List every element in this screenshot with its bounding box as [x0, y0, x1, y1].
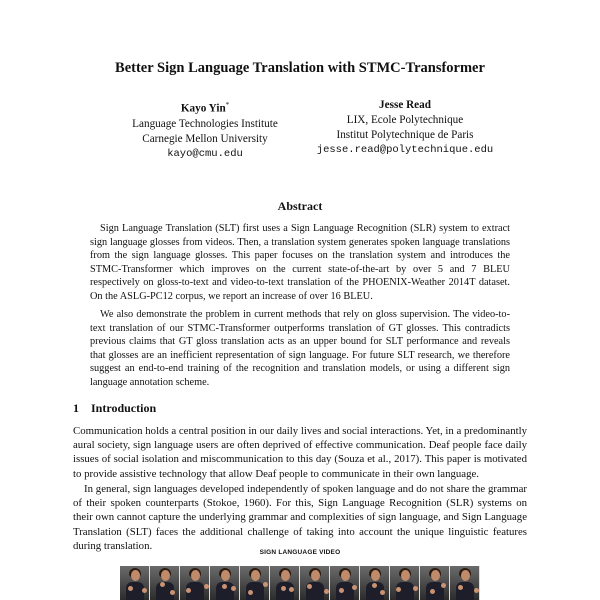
- video-frame: [300, 566, 330, 600]
- author-affiliation: Language Technologies Institute: [132, 117, 278, 130]
- author-block-1: [105, 98, 305, 162]
- author-email: kayo@cmu.edu: [167, 147, 243, 160]
- author-affiliation: Institut Polytechnique de Paris: [336, 129, 474, 141]
- sign-video-frames: [120, 566, 480, 600]
- author-email: jesse.read@polytechnique.edu: [316, 144, 494, 156]
- body-paragraph: In general, sign languages developed independently of spoken language and do not share the grammar of their spoken counterparts (Stokoe, 1960). For this, Sign Language Recognition (SLR) systems on their own cannot capture the underlying grammar and complexities of sign language, and Sign Language Translation (SLT) faces the additional challenge of taking into account the unique linguistic features during translation.: [73, 483, 527, 552]
- video-frame: [180, 566, 210, 600]
- video-frame: [270, 566, 300, 600]
- video-frame: [360, 566, 390, 600]
- video-frame: [420, 566, 450, 600]
- abstract-paragraph: We also demonstrate the problem in current methods that rely on gloss supervision. The video-to-text translation of our STMC-Transformer outperforms translation of GT glosses. This contradicts previous claims that GT gloss translation acts as an upper bound for SLT performance and reveals that glosses are an inefficient representation of sign language. For future SLT research, we therefore suggest an end-to-end training of the recognition and translation models, or using a different sign language annotation scheme.: [90, 309, 510, 388]
- video-frame: [210, 566, 240, 600]
- section-heading: [73, 401, 156, 416]
- author-name: Jesse Read: [379, 99, 431, 111]
- author-name-line: [105, 98, 305, 117]
- video-frame: [450, 566, 480, 600]
- author-name-line: [295, 98, 515, 113]
- figure-label: SIGN LANGUAGE VIDEO: [259, 549, 341, 556]
- section-title: Introduction: [91, 401, 157, 415]
- video-frame: [240, 566, 270, 600]
- section-number: 1: [73, 401, 79, 415]
- abstract-heading: Abstract: [277, 199, 323, 213]
- paper-title: Better Sign Language Translation with STMC-Transformer: [115, 60, 485, 76]
- body-paragraph: Communication holds a central position in our daily lives and social interactions. Yet, in a predominantly aural society, sign language users are often deprived of effective communication. Deaf people face daily issues of social isolation and miscommunication to this day (Souza et al., 2017). This paper is motivated to provide assistive technology that allow Deaf people to communicate in their own language.: [73, 425, 527, 480]
- author-block-2: [295, 98, 515, 158]
- author-affiliation: Carnegie Mellon University: [142, 132, 268, 145]
- video-frame: [390, 566, 420, 600]
- video-frame: [120, 566, 150, 600]
- video-frame: [330, 566, 360, 600]
- video-frame: [150, 566, 180, 600]
- author-affiliation: LIX, Ecole Polytechnique: [346, 114, 464, 126]
- abstract-paragraph: Sign Language Translation (SLT) first uses a Sign Language Recognition (SLR) system to extract sign language glosses from videos. Then, a translation system generates spoken language translations from the sign language glosses. This paper focuses on the translation system and introduces the STMC-Transformer which improves on the current state-of-the-art by over 5 and 7 BLEU respectively on gloss-to-text and video-to-text translation of the PHOENIX-Weather 2014T dataset. On the ASLG-PC12 corpus, we report an increase of over 16 BLEU.: [90, 223, 510, 302]
- author-name: Kayo Yin: [180, 102, 226, 115]
- author-footnote-mark: *: [225, 101, 230, 109]
